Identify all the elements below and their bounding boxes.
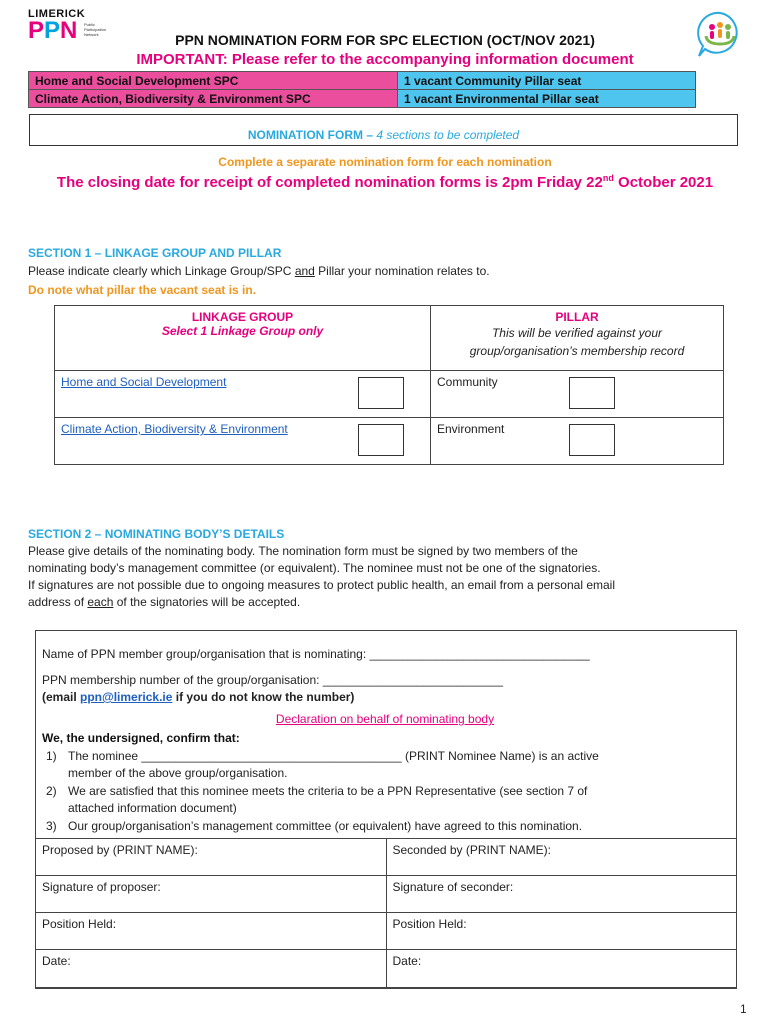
s2-p4-pre: address of — [28, 595, 88, 609]
seat-row — [29, 72, 696, 90]
seconder-date-field[interactable]: Date: — [386, 950, 737, 989]
declaration-item-3 — [46, 818, 728, 835]
linkage-group-cell — [55, 371, 431, 418]
item-line-1: We are satisfied that this nominee meets the criteria to be a PPN Representative (see section 7 of — [68, 784, 588, 798]
linkage-group-link[interactable]: Home and Social Development — [61, 375, 227, 389]
closing-post: October 2021 — [613, 174, 714, 191]
signatures-table — [35, 838, 737, 989]
linkage-group-title: LINKAGE GROUP — [191, 310, 294, 324]
linkage-group-checkbox[interactable] — [358, 424, 404, 456]
linkage-group-cell — [55, 418, 431, 465]
pillar-cell — [431, 418, 724, 465]
section2-instructions — [28, 543, 615, 611]
section1-heading: SECTION 1 – LINKAGE GROUP AND PILLAR — [28, 246, 282, 260]
logo-sub-3: Network — [84, 32, 99, 37]
nomination-form-title — [29, 128, 738, 142]
s2-line-3: If signatures are not possible due to ongoing measures to protect public health, an email from a personal email — [28, 578, 616, 592]
pillar-label: Environment — [437, 422, 505, 436]
seconder-position-field[interactable]: Position Held: — [386, 913, 737, 950]
email-link[interactable]: ppn@limerick.ie — [80, 690, 173, 704]
declaration-intro: We, the undersigned, confirm that: — [42, 731, 240, 745]
section1-instructions — [28, 263, 490, 280]
signature-row — [36, 913, 737, 950]
page-title: PPN NOMINATION FORM FOR SPC ELECTION (OCT/NOV 2021) — [175, 32, 595, 48]
s1-para-and: and — [294, 264, 315, 278]
item-line-1[interactable]: The nominee _______________________________________ (PRINT Nominee Name) is an active — [68, 749, 599, 763]
page-number: 1 — [740, 1002, 747, 1016]
s1-para-post: Pillar your nomination relates to. — [314, 264, 490, 278]
pillar-checkbox[interactable] — [569, 424, 615, 456]
vacant-seats-table — [28, 71, 696, 108]
s2-line-4 — [28, 594, 615, 611]
declaration-title: Declaration on behalf of nominating body — [275, 712, 495, 726]
signature-row — [36, 950, 737, 989]
seat-vacancy: 1 vacant Community Pillar seat — [398, 72, 696, 90]
seat-spc: Climate Action, Biodiversity & Environment SPC — [29, 90, 398, 108]
pillar-subtitle-1: This will be verified against your — [491, 326, 663, 340]
pillar-cell — [431, 371, 724, 418]
item-number: 3) — [46, 819, 57, 833]
s2-line-2: nominating body’s management committee (or equivalent). The nominee must not be one of the signatories. — [28, 561, 601, 575]
proposer-signature-field[interactable]: Signature of proposer: — [36, 876, 387, 913]
proposer-name-field[interactable]: Proposed by (PRINT NAME): — [36, 839, 387, 876]
pillar-label: Community — [437, 375, 498, 389]
s1-para-pre: Please indicate clearly which Linkage Group/SPC — [28, 264, 295, 278]
linkage-group-link[interactable]: Climate Action, Biodiversity & Environment — [61, 422, 288, 436]
linkage-group-subtitle: Select 1 Linkage Group only — [161, 324, 324, 338]
seconder-signature-field[interactable]: Signature of seconder: — [386, 876, 737, 913]
seat-row — [29, 90, 696, 108]
pillar-header — [431, 306, 724, 371]
closing-sup: nd — [602, 173, 614, 183]
email-post: if you do not know the number) — [172, 690, 355, 704]
item-line-2: member of the above group/organisation. — [68, 766, 288, 780]
s2-p4-post: of the signatories will be accepted. — [113, 595, 301, 609]
section2-heading: SECTION 2 – NOMINATING BODY’S DETAILS — [28, 527, 285, 541]
linkage-group-checkbox[interactable] — [358, 377, 404, 409]
table-row — [55, 418, 724, 465]
seconder-name-field[interactable]: Seconded by (PRINT NAME): — [386, 839, 737, 876]
item-line-2: attached information document) — [68, 801, 237, 815]
signature-row — [36, 839, 737, 876]
logo-limerick-text: LIMERICK — [28, 8, 86, 20]
s2-p4-each: each — [87, 595, 114, 609]
logo-sub-2: Participation — [84, 27, 107, 32]
closing-date — [0, 173, 770, 191]
logo-letter-p2: P — [44, 17, 61, 44]
org-name-field[interactable]: Name of PPN member group/organisation that is nominating: _________________________________ — [42, 647, 590, 661]
logo-sub-1: Public — [84, 22, 95, 27]
linkage-group-header — [55, 306, 431, 371]
item-number: 2) — [46, 784, 57, 798]
seat-vacancy: 1 vacant Environmental Pillar seat — [398, 90, 696, 108]
declaration-item-2 — [46, 783, 728, 817]
separate-form-note: Complete a separate nomination form for each nomination — [218, 155, 552, 169]
table-row — [55, 371, 724, 418]
signature-row — [36, 876, 737, 913]
pillar-subtitle-2: group/organisation’s membership record — [469, 344, 685, 358]
declaration-item-1 — [46, 748, 728, 782]
logo-letter-p1: P — [28, 17, 45, 44]
closing-pre: The closing date for receipt of completed nomination forms is 2pm Friday 22 — [56, 174, 603, 191]
proposer-date-field[interactable]: Date: — [36, 950, 387, 989]
item-line-1: Our group/organisation’s management committee (or equivalent) have agreed to this nomination. — [68, 819, 583, 833]
nomination-label: NOMINATION FORM – — [247, 128, 377, 142]
s2-line-1: Please give details of the nominating body. The nomination form must be signed by two members of the — [28, 544, 578, 558]
item-number: 1) — [46, 749, 57, 763]
email-pre: (email — [42, 690, 81, 704]
linkage-pillar-table — [54, 305, 724, 465]
membership-number-field[interactable]: PPN membership number of the group/organisation: ___________________________ — [42, 673, 504, 687]
table-header-row — [55, 306, 724, 371]
nomination-sections: 4 sections to be completed — [376, 128, 520, 142]
section1-note: Do note what pillar the vacant seat is in. — [28, 283, 257, 297]
logo-letter-n: N — [60, 17, 78, 44]
pillar-checkbox[interactable] — [569, 377, 615, 409]
seat-spc: Home and Social Development SPC — [29, 72, 398, 90]
pillar-title: PILLAR — [555, 310, 599, 324]
proposer-position-field[interactable]: Position Held: — [36, 913, 387, 950]
email-note — [42, 690, 354, 704]
important-notice: IMPORTANT: Please refer to the accompanying information document — [136, 51, 634, 68]
